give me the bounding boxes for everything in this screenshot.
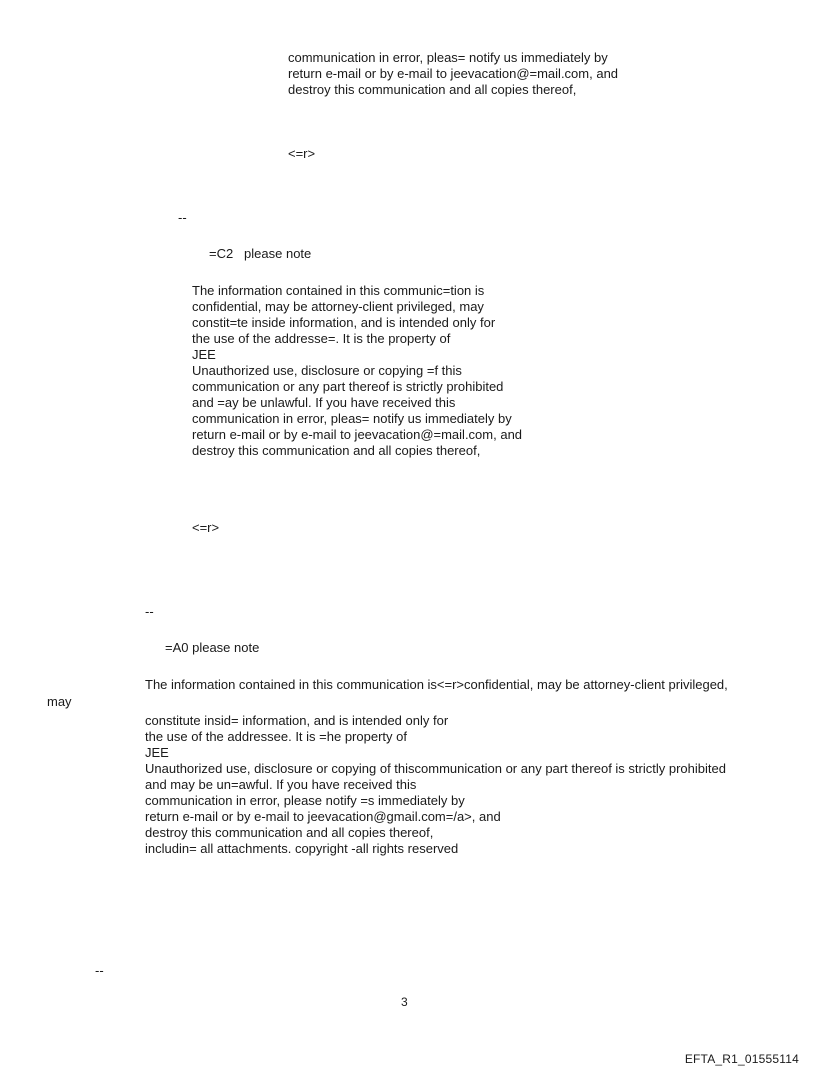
block3-line: the use of the addressee. It is =he property of [145,729,407,744]
document-id-footer: EFTA_R1_01555114 [684,1052,799,1066]
block3-line: and may be un=awful. If you have received this [145,777,417,792]
block3-line: Unauthorized use, disclosure or copying of thiscommunication or any part thereof is strictly prohibited [145,761,726,776]
block2-line: confidential, may be attorney-client privileged, may [192,299,484,314]
final-separator: -- [95,963,104,978]
block3-line: JEE [145,745,169,760]
block2-line: Unauthorized use, disclosure or copying =f this [192,363,462,378]
block3-line: return e-mail or by e-mail to jeevacation@gmail.com=/a>, and [145,809,501,824]
block1-line: destroy this communication and all copies thereof, [288,82,577,97]
block2-line: communication or any part thereof is strictly prohibited [192,379,504,394]
block2-line: JEE [192,347,216,362]
block3-heading: =A0 please note [165,640,260,655]
block3-line: includin= all attachments. copyright -all rights reserved [145,841,459,856]
block2-line: The information contained in this communic=tion is [192,283,485,298]
block2-text [192,283,522,459]
block2-line: the use of the addresse=. It is the property of [192,331,451,346]
block3-first-line: The information contained in this communication is<=r>confidential, may be attorney-client privileged, [145,677,728,692]
block2-line: communication in error, pleas= notify us immediately by [192,411,512,426]
block1-line: communication in error, pleas= notify us immediately by [288,50,608,65]
block2-line: return e-mail or by e-mail to jeevacation@=mail.com, and [192,427,523,442]
block1-line: return e-mail or by e-mail to jeevacation@=mail.com, and [288,66,619,81]
block3-line: communication in error, please notify =s immediately by [145,793,465,808]
block1-text [288,50,618,98]
block3-wrap-word: may [47,694,72,709]
block3-separator: -- [145,604,154,619]
block2-heading: =C2 please note [209,246,312,261]
block2-separator: -- [178,210,187,225]
block2-line: destroy this communication and all copies thereof, [192,443,481,458]
block3-text [145,713,726,857]
block2-line: and =ay be unlawful. If you have received this [192,395,456,410]
page-number: 3 [401,995,408,1009]
block3-line: destroy this communication and all copies thereof, [145,825,434,840]
block2-br-tag: <=r> [192,520,220,535]
block2-line: constit=te inside information, and is intended only for [192,315,496,330]
block1-br-tag: <=r> [288,146,316,161]
block3-line: constitute insid= information, and is intended only for [145,713,449,728]
